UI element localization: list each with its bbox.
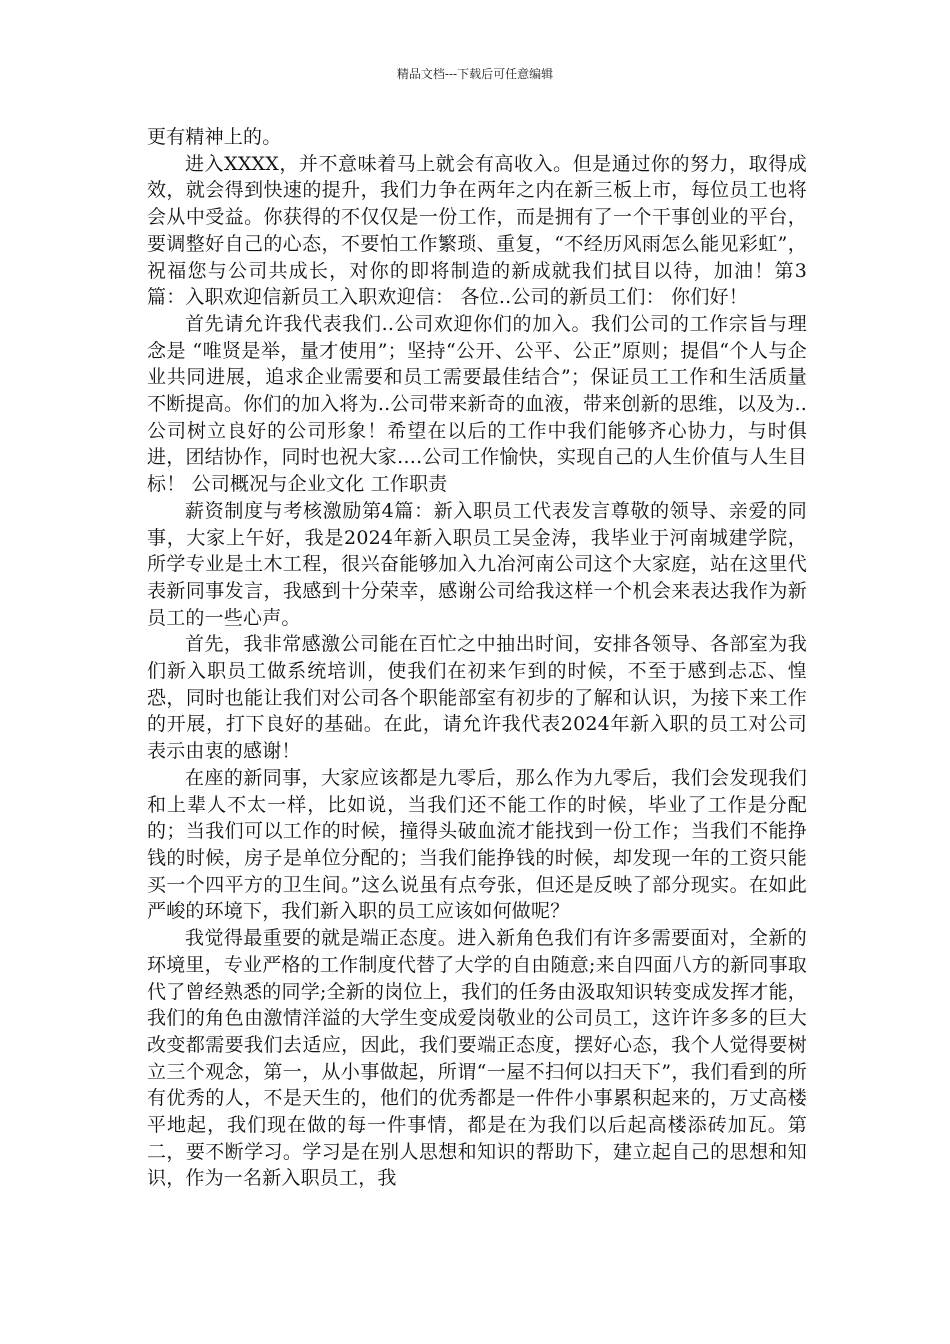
paragraph: 进入XXXX，并不意味着马上就会有高收入。但是通过你的努力，取得成效，就会得到快速的提升，我们力争在两年之内在新三板上市，每位员工也将会从中受益。你获得的不仅仅是一份工作，而是拥有了一个干事创业的平台，要调整好自己的心态，不要怕工作繁琐、重复，“不经历风雨怎么能见彩虹”，祝福您与公司共成长，对你的即将制造的新成就我们拭目以待，加油！第3篇：入职欢迎信新员工入职欢迎信： 各位..公司的新员工们： 你们好！ [147,152,807,309]
paragraph: 我觉得最重要的就是端正态度。进入新角色我们有许多需要面对，全新的环境里，专业严格的工作制度代替了大学的自由随意;来自四面八方的新同事取代了曾经熟悉的同学;全新的岗位上，我们的任务由汲取知识转变成发挥才能，我们的角色由激情洋溢的大学生变成爱岗敬业的公司员工，这许许多多的巨大改变都需要我们去适应，因此，我们要端正态度，摆好心态，我个人觉得要树立三个观念，第一，从小事做起，所谓“一屋不扫何以扫天下”，我们看到的所有优秀的人，不是天生的，他们的优秀都是一件件小事累积起来的，万丈高楼平地起，我们现在做的每一件事情，都是在为我们以后起高楼添砖加瓦。第二，要不断学习。学习是在别人思想和知识的帮助下，建立起自己的思想和知识，作为一名新入职员工，我 [147,927,807,1190]
paragraph: 薪资制度与考核激励第4篇：新入职员工代表发言尊敬的领导、亲爱的同事，大家上午好，我是2024年新入职员工吴金涛，我毕业于河南城建学院，所学专业是土木工程，很兴奋能够加入九冶河南公司这个大家庭，站在这里代表新同事发言，我感到十分荣幸，感谢公司给我这样一个机会来表达我作为新员工的一些心声。 [147,499,807,629]
page-header: 精品文档---下载后可任意编辑 [396,67,554,81]
paragraph: 首先请允许我代表我们..公司欢迎你们的加入。我们公司的工作宗旨与理念是 “唯贤是举，量才使用”；坚持“公开、公平、公正”原则；提倡“个人与企业共同进展，追求企业需要和员工需要最佳结合”；保证员工工作和生活质量不断提高。你们的加入将为..公司带来新奇的血液，带来创新的思维，以及为..公司树立良好的公司形象！希望在以后的工作中我们能够齐心协力，与时俱进，团结协作，同时也祝大家….公司工作愉快，实现自己的人生价值与人生目标！ 公司概况与企业文化 工作职责 [147,312,807,496]
paragraph: 首先，我非常感激公司能在百忙之中抽出时间，安排各领导、各部室为我们新入职员工做系统培训，使我们在初来乍到的时候，不至于感到忐忑、惶恐，同时也能让我们对公司各个职能部室有初步的了解和认识，为接下来工作的开展，打下良好的基础。在此，请允许我代表2024年新入职的员工对公司表示由衷的感谢！ [147,633,807,763]
paragraph: 更有精神上的。 [147,126,282,148]
paragraph: 在座的新同事，大家应该都是九零后，那么作为九零后，我们会发现我们和上辈人不太一样，比如说，当我们还不能工作的时候，毕业了工作是分配的；当我们可以工作的时候，撞得头破血流才能找到一份工作；当我们不能挣钱的时候，房子是单位分配的；当我们能挣钱的时候，却发现一年的工资只能买一个四平方的卫生间。”这么说虽有点夸张，但还是反映了部分现实。在如此严峻的环境下，我们新入职的员工应该如何做呢？ [147,766,807,923]
document-body [147,124,807,1192]
